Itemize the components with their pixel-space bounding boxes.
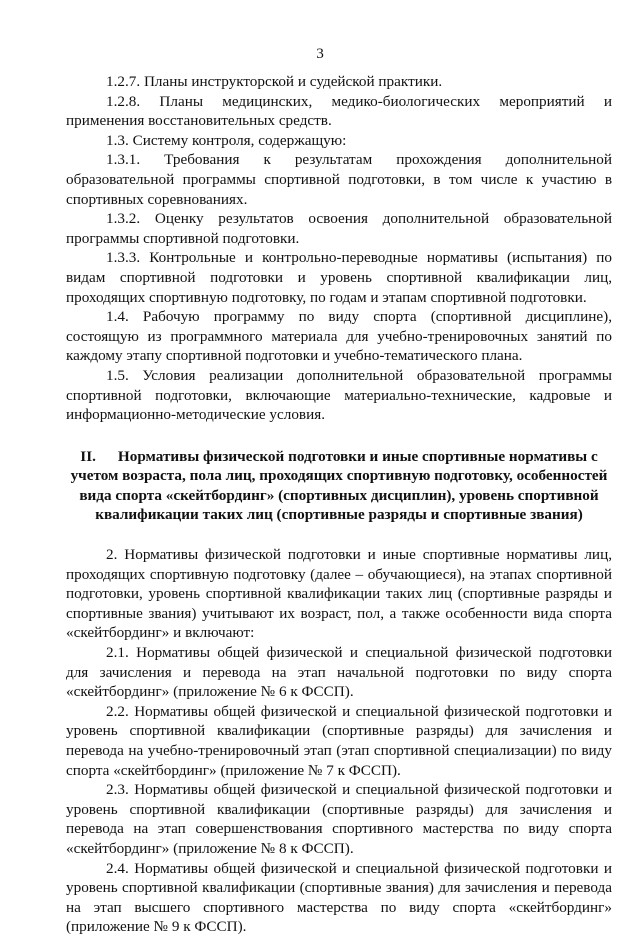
paragraph-1-2-7: 1.2.7. Планы инструкторской и судейской практики. bbox=[106, 73, 443, 90]
paragraph-2-3: 2.3. Нормативы общей физической и специальной физической подготовки и уровень спортивной квалификации (спортивные разряды) для зачисления и перевода на этап совершенствования спортивного мастерства по виду спорта «скейтбординг» (приложение № 8 к ФССП). bbox=[66, 781, 612, 857]
section-title: Нормативы физической подготовки и иные спортивные нормативы с учетом возраста, пола лиц, проходящих спортивную подготовку, особенностей вида спорта «скейтбординг» (спортивных дисциплин), уровень спортивной квалификации таких лиц (спортивные разряды и спортивные звания) bbox=[70, 447, 608, 524]
paragraph-2: 2. Нормативы физической подготовки и иные спортивные нормативы лиц, проходящих спортивную подготовку (далее – обучающиеся), на этапах спортивной подготовки, уровень спортивной квалификации таких лиц (спортивные разряды и спортивные звания) учитывают их возраст, пол, а также особенности вида спорта «скейтбординг» и включают: bbox=[66, 546, 612, 642]
paragraph-1-3-1: 1.3.1. Требования к результатам прохождения дополнительной образовательной программы спортивной подготовки, в том числе к участию в спортивных соревнованиях. bbox=[66, 151, 612, 208]
document-body bbox=[66, 72, 612, 937]
paragraph-1-3-2: 1.3.2. Оценку результатов освоения дополнительной образовательной программы спортивной подготовки. bbox=[66, 210, 612, 247]
page-number: 3 bbox=[316, 45, 324, 62]
paragraph-2-4: 2.4. Нормативы общей физической и специальной физической подготовки и уровень спортивной квалификации (спортивные звания) для зачисления и перевода на этап высшего спортивного мастерства по виду спорта «скейтбординг» (приложение № 9 к ФССП). bbox=[66, 859, 612, 936]
paragraph-1-4: 1.4. Рабочую программу по виду спорта (спортивной дисциплине), состоящую из программного материала для учебно-тренировочных занятий по каждому этапу спортивной подготовки и учебно-тематического плана. bbox=[66, 308, 612, 365]
paragraph-2-2: 2.2. Нормативы общей физической и специальной физической подготовки и уровень спортивной квалификации (спортивные разряды) для зачисления и перевода на учебно-тренировочный этап (этап спортивной специализации) по виду спорта «скейтбординг» (приложение № 7 к ФССП). bbox=[66, 702, 612, 779]
paragraph-1-3: 1.3. Систему контроля, содержащую: bbox=[106, 131, 347, 149]
section-heading bbox=[66, 447, 612, 525]
paragraph-1-5: 1.5. Условия реализации дополнительной образовательной программы спортивной подготовки, включающие материально-технические, кадровые и информационно-методические условия. bbox=[66, 366, 612, 424]
paragraph-2-1: 2.1. Нормативы общей физической и специальной физической подготовки для зачисления и перевода на этап начальной подготовки по виду спорта «скейтбординг» (приложение № 6 к ФССП). bbox=[66, 644, 612, 701]
paragraph-1-2-8: 1.2.8. Планы медицинских, медико-биологических мероприятий и применения восстановительных средств. bbox=[66, 92, 612, 130]
section-number: II. bbox=[80, 447, 96, 465]
paragraph-1-3-3: 1.3.3. Контрольные и контрольно-переводные нормативы (испытания) по видам спортивной подготовки и уровень спортивной квалификации лиц, проходящих спортивную подготовку, по годам и этапам спортивной подготовки. bbox=[66, 249, 612, 306]
